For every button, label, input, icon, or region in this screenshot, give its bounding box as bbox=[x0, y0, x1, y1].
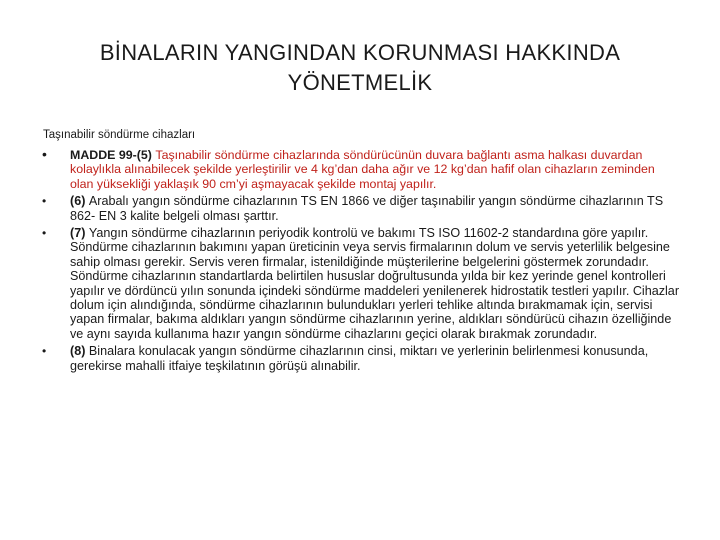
bullet-list bbox=[40, 148, 680, 376]
bullet-dot: • bbox=[42, 226, 47, 241]
bullet-item-7 bbox=[40, 226, 680, 341]
bullet-label: (7) bbox=[70, 226, 89, 241]
bullet-text-highlighted: Taşınabilir söndürme cihazlarında söndürücünün duvara bağlantı asma halkası duvardan kolaylıkla alınabilecek şekilde yerleştirilir ve 4 kg’dan daha ağır ve 12 kg’dan hafif olan cihazların zeminden olan yüksekliği yaklaşık 90 cm’yi aşmayacak şekilde montaj yapılır. bbox=[70, 148, 655, 191]
bullet-text: Binalara konulacak yangın söndürme cihazlarının cinsi, miktarı ve yerlerinin belirlenmesi konusunda, gerekirse mahalli itfaiye teşkilatının görüşü alınabilir. bbox=[70, 344, 649, 373]
bullet-item-6 bbox=[40, 194, 680, 223]
bullet-dot: • bbox=[42, 194, 47, 209]
section-subtitle: Taşınabilir söndürme cihazları bbox=[43, 129, 196, 141]
bullet-label: (6) bbox=[70, 194, 89, 209]
bullet-dot: • bbox=[42, 146, 47, 162]
bullet-label: MADDE 99-(5) bbox=[70, 148, 156, 162]
bullet-item-8 bbox=[40, 344, 680, 373]
bullet-text: Yangın söndürme cihazlarının periyodik kontrolü ve bakımı TS ISO 11602-2 standardına göre yapılır. Söndürme cihazlarının bakımını yapan üreticinin veya servis firmalarının dolum ve servis yeterlilik belgesine sahip olması gerekir. Servis veren firmalar, istenildiğinde müşterilerine belgelerini göstermek zorundadır. Söndürme cihazlarının standartlarda belirtilen hususlar doğrultusunda yılda bir kez yerinde genel kontrolleri yapılır ve dördüncü yılın sonunda içindeki söndürme maddeleri yenilenerek hidrostatik testleri yapılır. Cihazlar dolum için alındığında, söndürme cihazlarının bulundukları yerleri tehlike altında bırakmamak için, servisi yapan firmalar, bakıma aldıkları yangın söndürme cihazlarının yerine, aldıkları söndürücü cihazın özelliğinde ve aynı sayıda kullanıma hazır yangın söndürme cihazlarını geçici olarak bırakmak zorundadır. bbox=[70, 226, 680, 341]
bullet-label: (8) bbox=[70, 344, 89, 359]
bullet-dot: • bbox=[42, 344, 47, 359]
bullet-text: Arabalı yangın söndürme cihazlarının TS EN 1866 ve diğer taşınabilir yangın söndürme cihazlarının TS 862- EN 3 kalite belgeli olması şarttır. bbox=[70, 194, 664, 223]
page-title bbox=[40, 38, 680, 98]
title-line-2: YÖNETMELİK bbox=[287, 70, 433, 95]
title-line-1: BİNALARIN YANGINDAN KORUNMASI HAKKINDA bbox=[99, 40, 621, 65]
bullet-item-madde-99-5 bbox=[40, 148, 680, 191]
